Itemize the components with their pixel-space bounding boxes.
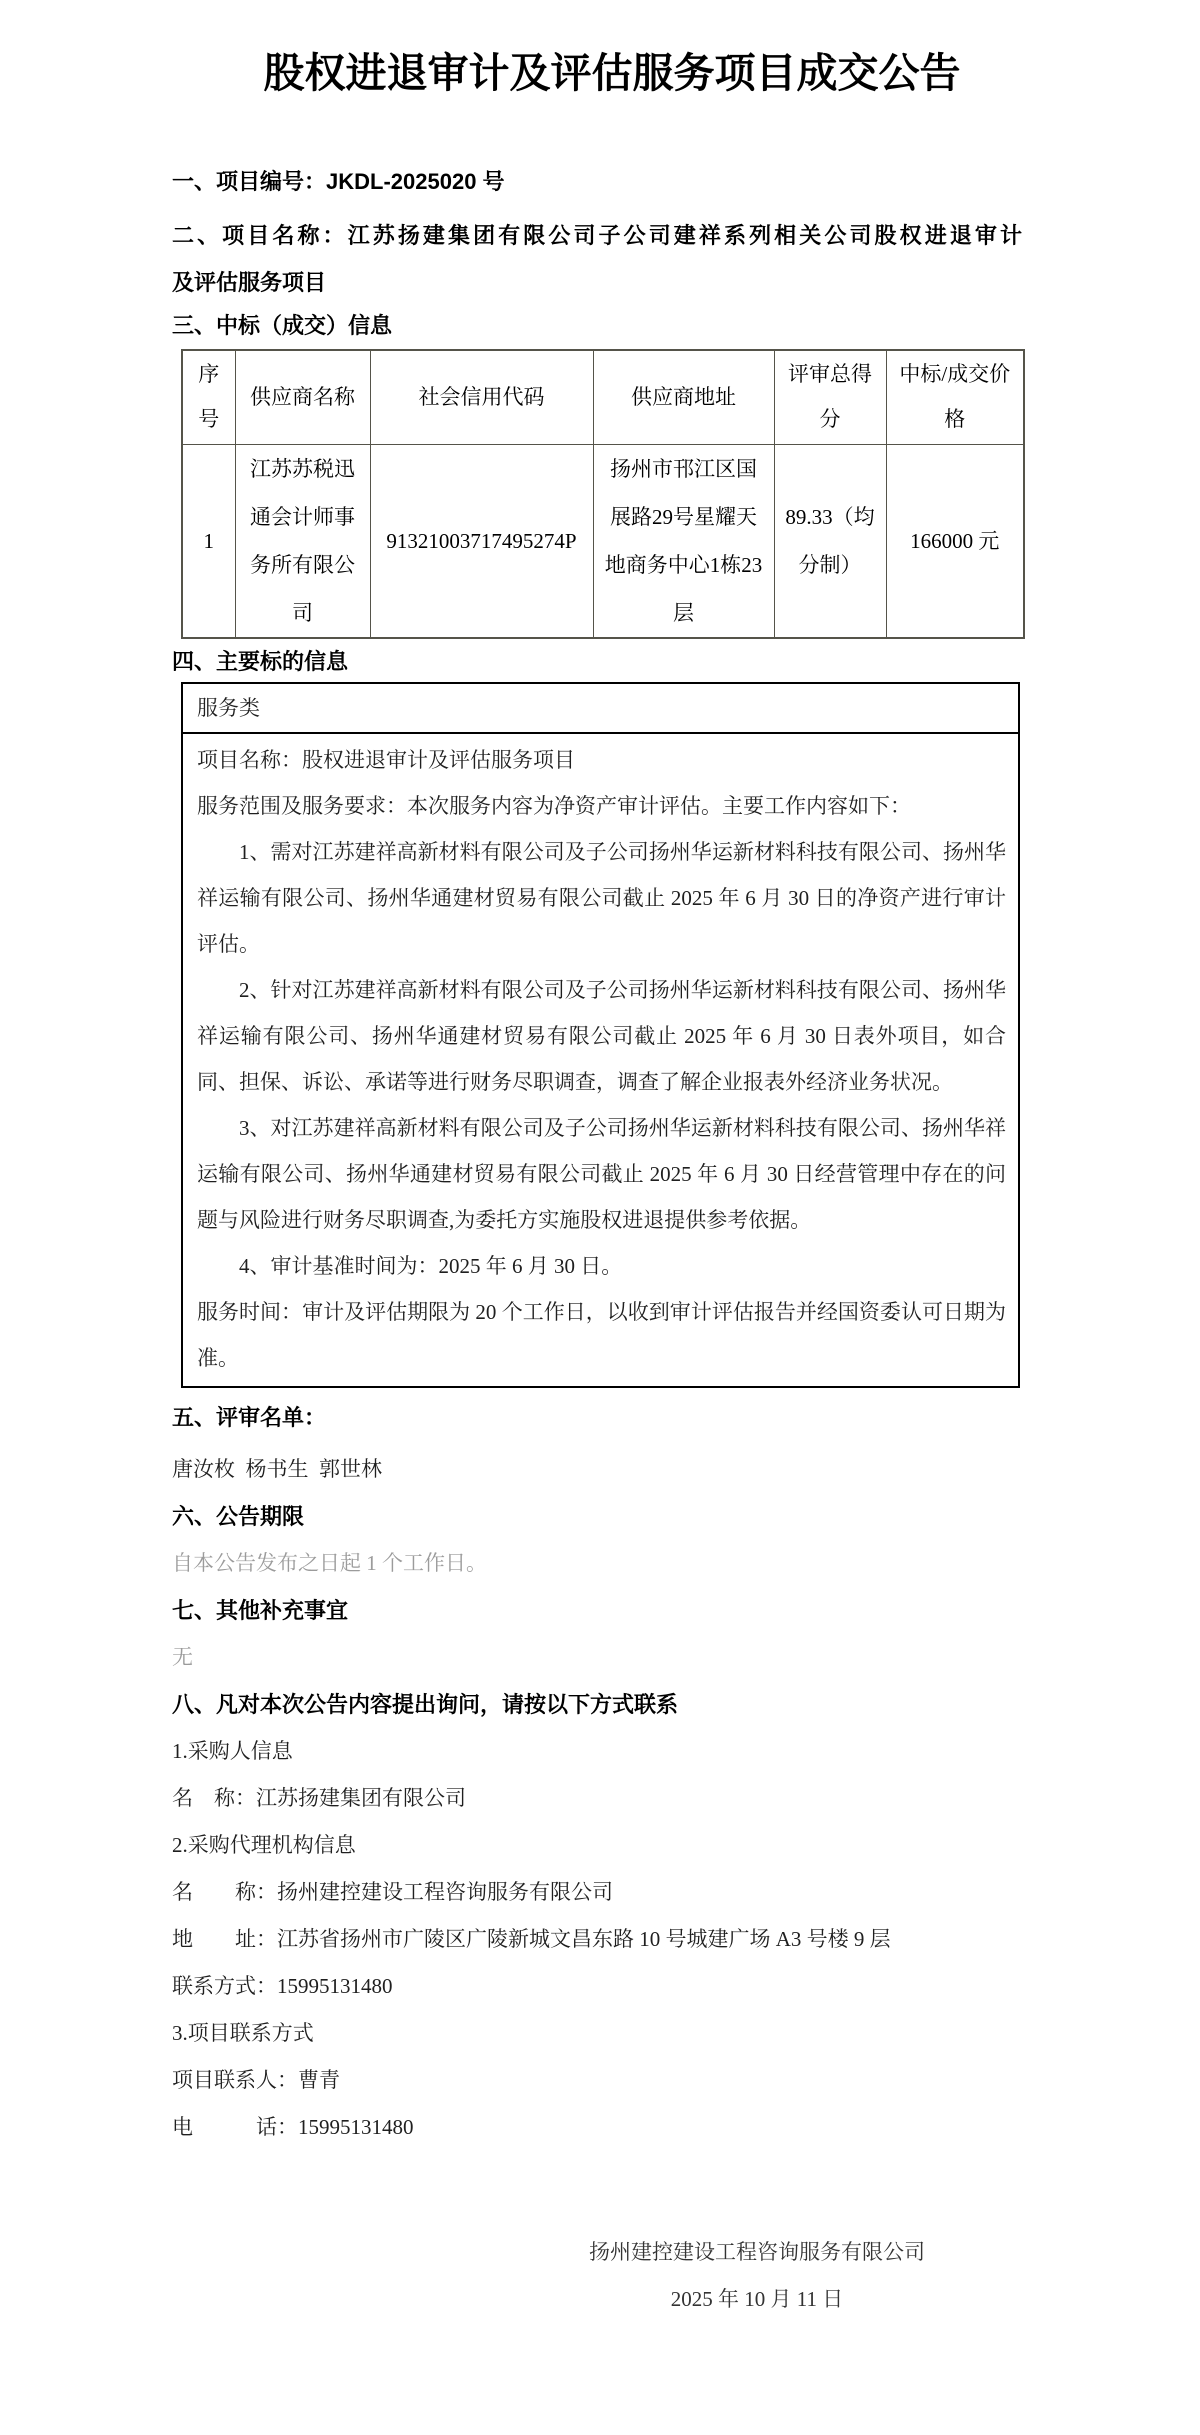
cell-score: 89.33（均分制） (774, 444, 886, 638)
agency-info-label: 2.采购代理机构信息 (172, 1832, 356, 1857)
project-contact-label: 3.项目联系方式 (172, 2020, 314, 2045)
subject-body (183, 734, 1018, 1386)
subject-service-time: 服务时间：审计及评估期限为 20 个工作日，以收到审计评估报告并经国资委认可日期为准。 (197, 1299, 1006, 1370)
subject-info-box (181, 682, 1020, 1388)
signature-block (547, 2229, 967, 2323)
col-header-price: 中标/成交价格 (886, 350, 1024, 444)
col-header-seq: 序号 (182, 350, 235, 444)
subject-para-4: 4、审计基准时间为：2025 年 6 月 30 日。 (239, 1253, 623, 1278)
award-table-row (182, 444, 1024, 638)
project-number-line: 一、项目编号：JKDL-2025020 号 (172, 169, 505, 194)
subject-para-3: 3、对江苏建祥高新材料有限公司及子公司扬州华运新材料科技有限公司、扬州华祥运输有限公司、扬州华通建材贸易有限公司截止 2025 年 6 月 30 日经营管理中存在的问题与风险进行财务尽职调查,为委托方实施股权进退提供参考依据。 (197, 1115, 1006, 1232)
cell-supplier: 江苏苏税迅通会计师事务所有限公司 (235, 444, 370, 638)
reviewer-names: 唐汝枚 杨书生 郭世林 (172, 1456, 382, 1481)
award-info-heading: 三、中标（成交）信息 (172, 313, 393, 338)
agency-phone: 联系方式：15995131480 (172, 1973, 393, 1998)
agency-address: 地 址：江苏省扬州市广陵区广陵新城文昌东路 10 号城建广场 A3 号楼 9 层 (172, 1926, 891, 1951)
cell-price: 166000 元 (886, 444, 1024, 638)
signature-company: 扬州建控建设工程咨询服务有限公司 (589, 2239, 925, 2264)
col-header-supplier: 供应商名称 (235, 350, 370, 444)
subject-info-heading: 四、主要标的信息 (172, 648, 349, 674)
purchaser-info-label: 1.采购人信息 (172, 1738, 293, 1763)
subject-para-1: 1、需对江苏建祥高新材料有限公司及子公司扬州华运新材料科技有限公司、扬州华祥运输有限公司、扬州华通建材贸易有限公司截止 2025 年 6 月 30 日的净资产进行审计评估。 (197, 839, 1006, 956)
notice-period-text: 自本公告发布之日起 1 个工作日。 (172, 1550, 487, 1575)
project-name-line-2: 及评估服务项目 (172, 270, 327, 295)
col-header-address: 供应商地址 (593, 350, 774, 444)
project-name-line-1: 二、项目名称：江苏扬建集团有限公司子公司建祥系列相关公司股权进退审计 (172, 223, 1022, 248)
purchaser-name: 名 称：江苏扬建集团有限公司 (172, 1785, 466, 1810)
subject-para-2: 2、针对江苏建祥高新材料有限公司及子公司扬州华运新材料科技有限公司、扬州华祥运输有限公司、扬州华通建材贸易有限公司截止 2025 年 6 月 30 日表外项目，如合同、担保、诉讼、承诺等进行财务尽职调查，调查了解企业报表外经济业务状况。 (197, 977, 1006, 1094)
other-matters-heading: 七、其他补充事宜 (172, 1597, 349, 1623)
award-table (181, 349, 1025, 639)
notice-period-heading: 六、公告期限 (172, 1503, 305, 1529)
cell-seq: 1 (182, 444, 235, 638)
award-table-header-row (182, 350, 1024, 444)
page-title: 股权进退审计及评估服务项目成交公告 (263, 50, 961, 96)
cell-address: 扬州市邗江区国展路29号星耀天地商务中心1栋23层 (593, 444, 774, 638)
cell-credit-code: 91321003717495274P (370, 444, 593, 638)
contact-heading: 八、凡对本次公告内容提出询问，请按以下方式联系 (172, 1691, 679, 1717)
project-contact-name: 项目联系人：曹青 (172, 2067, 340, 2092)
signature-date: 2025 年 10 月 11 日 (670, 2286, 844, 2311)
project-phone: 电 话：15995131480 (172, 2114, 414, 2139)
col-header-code: 社会信用代码 (370, 350, 593, 444)
col-header-score: 评审总得分 (774, 350, 886, 444)
subject-project-name: 项目名称：股权进退审计及评估服务项目 (197, 747, 575, 772)
subject-scope-line: 服务范围及服务要求：本次服务内容为净资产审计评估。主要工作内容如下： (197, 793, 911, 818)
agency-name: 名 称：扬州建控建设工程咨询服务有限公司 (172, 1879, 613, 1904)
subject-category: 服务类 (183, 684, 1018, 734)
other-matters-text: 无 (172, 1644, 193, 1669)
review-panel-heading: 五、评审名单： (172, 1404, 327, 1430)
